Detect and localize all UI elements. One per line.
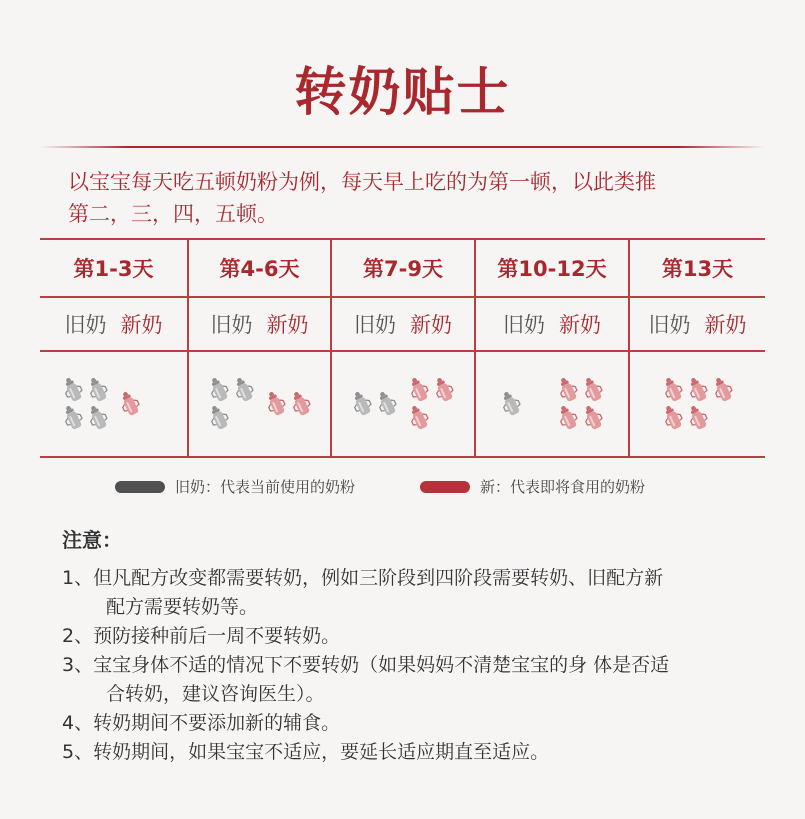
bottle-cell xyxy=(189,352,330,456)
old-bottle-icon xyxy=(62,376,84,404)
title-divider xyxy=(40,146,765,148)
day-header: 第7-9天 xyxy=(363,257,443,281)
new-bottle-icon xyxy=(433,376,455,404)
legend-new-text: 新：代表即将食用的奶粉 xyxy=(480,478,646,496)
legend-new xyxy=(420,476,645,497)
old-bottle-icon xyxy=(87,404,109,432)
notice-item-text: 4、转奶期间不要添加新的辅食。 xyxy=(62,712,341,734)
new-bottles xyxy=(265,390,312,418)
new-bottle-icon xyxy=(557,404,579,432)
notice-item xyxy=(62,622,762,651)
bottle-group xyxy=(351,376,455,432)
notice-item-continued: 配方需要转奶等。 xyxy=(106,596,259,618)
page-title: 转奶贴士 xyxy=(294,63,511,123)
intro-text xyxy=(68,166,768,230)
notice-item xyxy=(62,651,762,709)
notice-item xyxy=(62,709,762,738)
notice-item-text: 3、宝宝身体不适的情况下不要转奶（如果妈妈不清楚宝宝的身 体是否适 xyxy=(62,654,670,676)
old-bottles xyxy=(351,390,398,418)
old-milk-label: 旧奶 xyxy=(648,313,691,337)
old-bottle-icon xyxy=(87,376,109,404)
bottle-group xyxy=(662,376,734,432)
notice-item xyxy=(62,738,762,767)
new-color-swatch xyxy=(420,481,470,493)
new-bottle-icon xyxy=(662,376,684,404)
new-bottle-icon xyxy=(290,390,312,418)
notice-item-continued: 合转奶，建议咨询医生）。 xyxy=(106,683,325,705)
day-header: 第10-12天 xyxy=(497,257,607,281)
new-bottle-icon xyxy=(662,404,684,432)
intro-line-2: 第二，三，四，五顿。 xyxy=(68,202,278,226)
old-bottle-icon xyxy=(62,404,84,432)
notice-item xyxy=(62,564,762,622)
milk-labels xyxy=(332,298,474,350)
old-bottle-icon xyxy=(208,376,230,404)
old-bottle-icon xyxy=(376,390,398,418)
milk-labels xyxy=(630,298,765,350)
legend-old-text: 旧奶：代表当前使用的奶粉 xyxy=(175,478,356,496)
transition-table xyxy=(40,238,765,458)
old-milk-label: 旧奶 xyxy=(503,313,545,337)
notice-item-text: 5、转奶期间，如果宝宝不适应，要延长适应期直至适应。 xyxy=(62,741,550,763)
new-milk-label: 新奶 xyxy=(704,313,747,337)
old-bottle-icon xyxy=(233,376,255,404)
old-bottle-icon xyxy=(208,404,230,432)
new-bottle-icon xyxy=(582,376,604,404)
notice-list xyxy=(62,564,762,767)
new-bottle-icon xyxy=(557,376,579,404)
milk-labels xyxy=(476,298,628,350)
day-header: 第1-3天 xyxy=(73,257,154,281)
old-milk-label: 旧奶 xyxy=(64,313,107,337)
bottle-group xyxy=(208,376,312,432)
old-bottles xyxy=(208,376,255,432)
legend-old xyxy=(115,476,355,497)
bottle-group xyxy=(62,376,166,432)
new-bottle-icon xyxy=(408,404,430,432)
bottle-cell xyxy=(630,352,765,456)
day-header: 第13天 xyxy=(661,257,734,281)
new-bottles xyxy=(557,376,604,432)
new-bottle-icon xyxy=(712,376,734,404)
new-bottle-icon xyxy=(265,390,287,418)
milk-labels xyxy=(189,298,330,350)
bottle-cell xyxy=(40,352,187,456)
milk-labels xyxy=(40,298,187,350)
day-header: 第4-6天 xyxy=(219,257,300,281)
notice-item-text: 2、预防接种前后一周不要转奶。 xyxy=(62,625,341,647)
notice-title: 注意： xyxy=(62,528,122,552)
table-line xyxy=(40,456,765,458)
bottle-group xyxy=(500,376,604,432)
new-bottle-icon xyxy=(582,404,604,432)
new-bottles xyxy=(119,390,166,418)
new-bottle-icon xyxy=(119,390,141,418)
intro-line-1: 以宝宝每天吃五顿奶粉为例，每天早上吃的为第一顿，以此类推 xyxy=(68,170,656,194)
old-bottles xyxy=(500,390,547,418)
bottle-cell xyxy=(476,352,628,456)
old-bottles xyxy=(62,376,109,432)
new-milk-label: 新奶 xyxy=(410,313,452,337)
old-bottle-icon xyxy=(500,390,522,418)
old-milk-label: 旧奶 xyxy=(354,313,396,337)
old-milk-label: 旧奶 xyxy=(210,313,253,337)
new-bottle-icon xyxy=(687,404,709,432)
new-milk-label: 新奶 xyxy=(559,313,601,337)
bottle-cell xyxy=(332,352,474,456)
notice-item-text: 1、但凡配方改变都需要转奶，例如三阶段到四阶段需要转奶、旧配方新 xyxy=(62,567,664,589)
old-bottle-icon xyxy=(351,390,373,418)
new-milk-label: 新奶 xyxy=(266,313,309,337)
new-bottle-icon xyxy=(687,376,709,404)
new-bottles xyxy=(662,376,734,432)
new-milk-label: 新奶 xyxy=(120,313,163,337)
new-bottle-icon xyxy=(408,376,430,404)
old-color-swatch xyxy=(115,481,165,493)
new-bottles xyxy=(408,376,455,432)
